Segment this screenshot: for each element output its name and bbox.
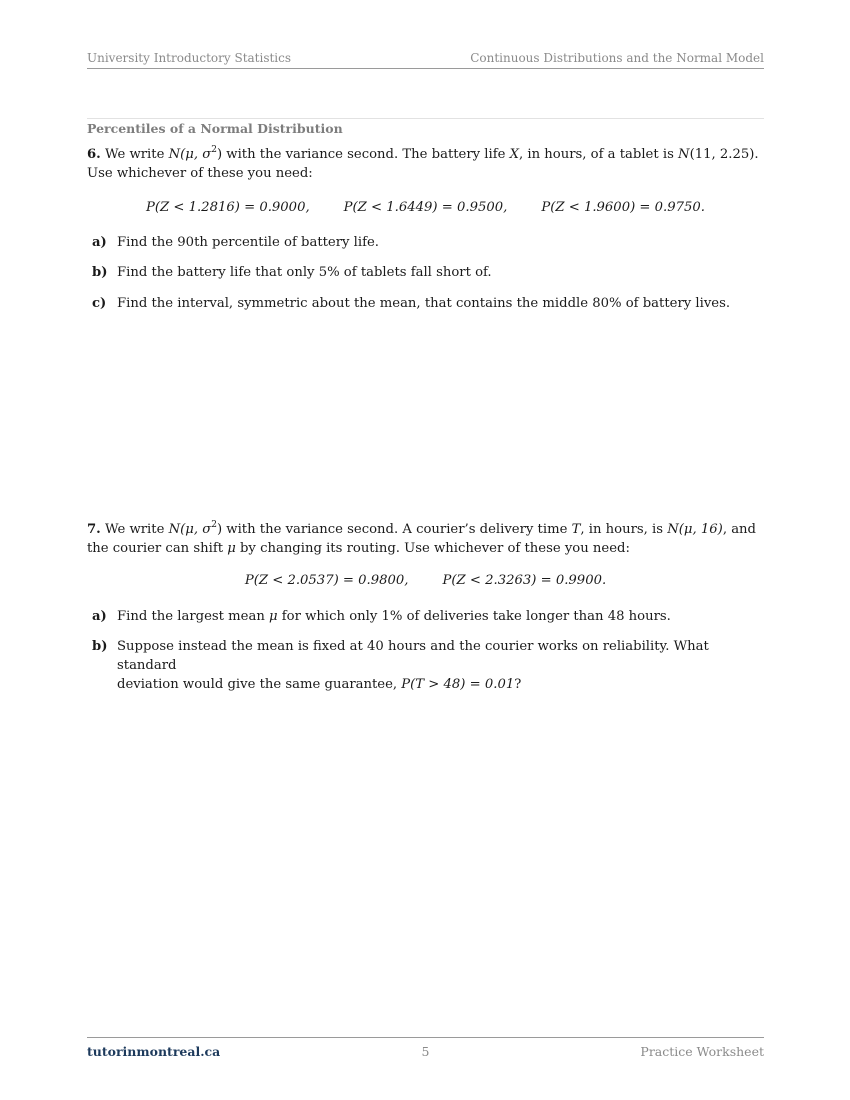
problem-7-notation: N(μ, σ [168, 522, 212, 537]
part-expression: P(T > 48) = 0.01 [401, 677, 515, 692]
equation: P(Z < 2.3263) = 0.9900. [442, 573, 607, 588]
footer-document-type: Practice Worksheet [640, 1044, 764, 1059]
part-mu: μ [269, 609, 278, 624]
part-text [117, 607, 764, 626]
equation: P(Z < 2.0537) = 0.9800, [244, 573, 409, 588]
problem-7-statement [87, 520, 764, 558]
problem-7-part-b [92, 637, 764, 694]
part-text: Find the battery life that only 5% of tablets fall short of. [117, 265, 492, 280]
problem-6-text-2: ) with the variance second. The battery life [216, 147, 510, 162]
part-label: c) [92, 296, 107, 311]
problem-6-equations [87, 200, 764, 215]
part-label: a) [92, 609, 107, 624]
problem-7-part-a [92, 607, 764, 626]
part-text: Find the 90th percentile of battery life. [117, 235, 379, 250]
problem-6-dist-params: (11, 2.25). [689, 147, 759, 162]
problem-7-text-3: , in hours, is [580, 522, 668, 537]
part-label: a) [92, 235, 107, 250]
section-divider [87, 118, 764, 119]
part-text-segment: Find the largest mean [117, 609, 270, 624]
problem-6-number: 6. [87, 147, 101, 162]
equation: P(Z < 1.2816) = 0.9000, [145, 200, 310, 215]
part-text: Find the interval, symmetric about the mean, that contains the middle 80% of battery lives. [117, 296, 731, 311]
problem-7-line2-end: by changing its routing. Use whichever of these you need: [235, 541, 630, 556]
problem-7-number: 7. [87, 522, 101, 537]
problem-7-line2: the courier can shift [87, 541, 228, 556]
problem-6-text-3: , in hours, of a tablet is [519, 147, 679, 162]
problem-6-notation: N(μ, σ [168, 147, 212, 162]
problem-6-dist: N [678, 147, 690, 162]
problem-6-notation-exponent: 2 [211, 145, 217, 155]
equation: P(Z < 1.9600) = 0.9750. [541, 200, 705, 215]
section-title: Percentiles of a Normal Distribution [87, 121, 343, 136]
part-text-segment: for which only 1% of deliveries take longer than 48 hours. [277, 609, 671, 624]
equation: P(Z < 1.6449) = 0.9500, [343, 200, 508, 215]
part-label: b) [92, 265, 108, 280]
problem-6-instruction: Use whichever of these you need: [87, 166, 313, 181]
problem-7-equations [87, 573, 764, 588]
problem-7-variable: T [571, 522, 581, 537]
part-text-line-2: deviation would give the same guarantee, [117, 677, 402, 692]
problem-6-part-b [92, 263, 764, 282]
footer-page-number: 5 [421, 1044, 430, 1059]
footer-website: tutorinmontreal.ca [87, 1044, 221, 1059]
problem-7-text-2: ) with the variance second. A courier’s delivery time [216, 522, 572, 537]
problem-7-notation-exponent: 2 [211, 520, 217, 530]
problem-6-part-c [92, 294, 764, 313]
problem-6-text: We write [104, 147, 169, 162]
problem-7-dist: N(μ, 16) [667, 522, 723, 537]
page-footer [87, 1037, 764, 1059]
part-text-line-1: Suppose instead the mean is fixed at 40 hours and the courier works on reliability. What standard [117, 639, 709, 673]
problem-6-variable: X [509, 147, 519, 162]
header-chapter-title: Continuous Distributions and the Normal Model [470, 51, 764, 65]
problem-7-mu: μ [227, 541, 236, 556]
problem-7-text-4: , and [722, 522, 756, 537]
part-text [117, 637, 764, 694]
part-text-end: ? [514, 677, 522, 692]
problem-7-text: We write [104, 522, 169, 537]
header-course-title: University Introductory Statistics [87, 51, 292, 65]
part-label: b) [92, 639, 108, 654]
page-header [87, 50, 764, 69]
problem-6-part-a [92, 233, 764, 252]
problem-6-statement [87, 145, 764, 183]
